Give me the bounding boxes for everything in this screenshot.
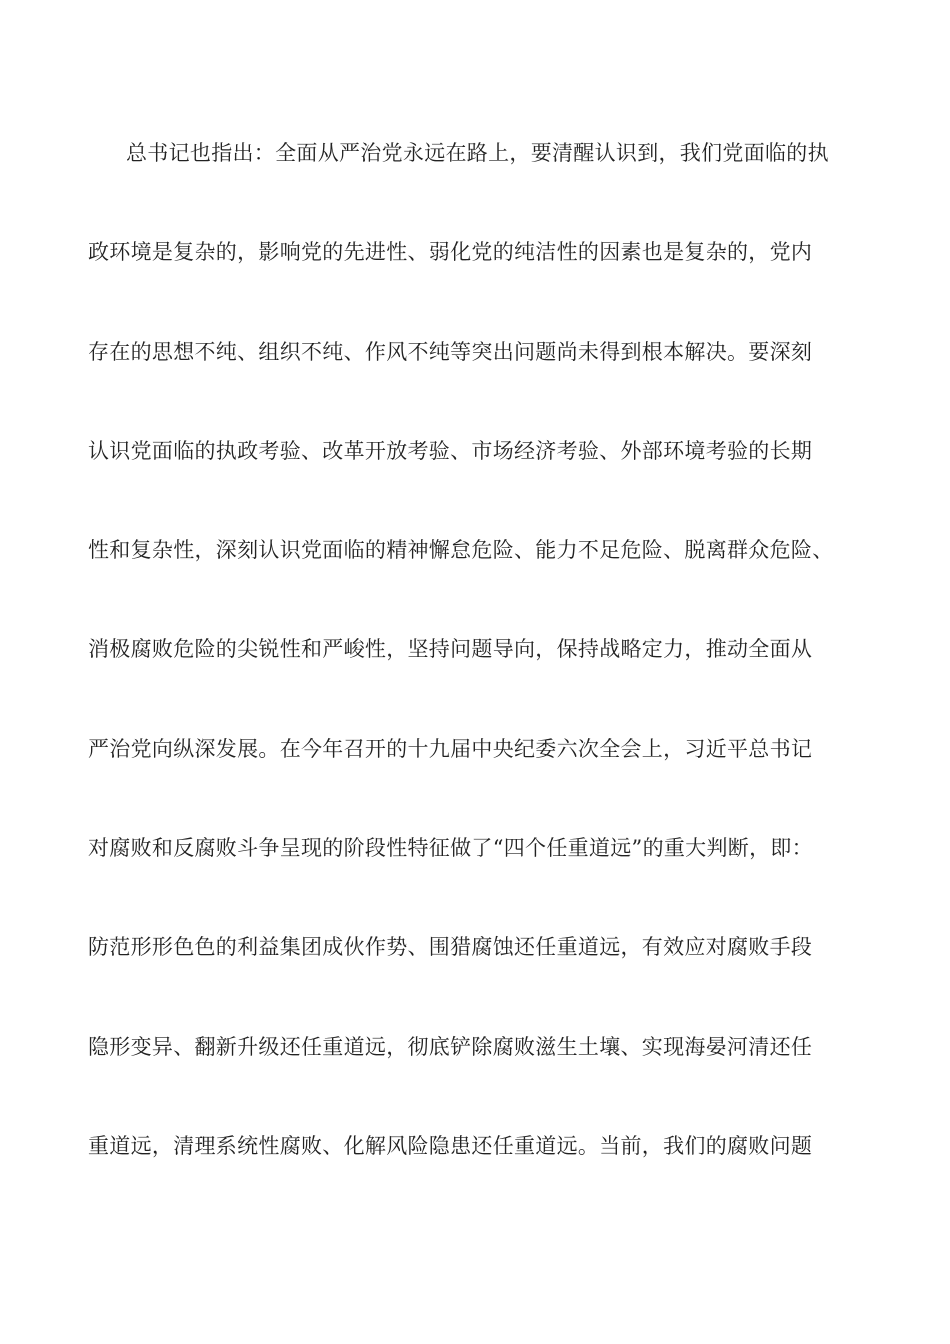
paragraph-line-6: 消极腐败危险的尖锐性和严峻性，坚持问题导向，保持战略定力，推动全面从 <box>88 637 813 662</box>
paragraph <box>88 132 868 1224</box>
paragraph-line-8: 对腐败和反腐败斗争呈现的阶段性特征做了“四个任重道远”的重大判断，即： <box>88 836 813 861</box>
paragraph-line-7: 严治党向纵深发展。在今年召开的十九届中央纪委六次全会上，习近平总书记 <box>88 736 813 761</box>
paragraph-line-2: 政环境是复杂的，影响党的先进性、弱化党的纯洁性的因素也是复杂的，党内 <box>88 240 813 265</box>
paragraph-line-11: 重道远，清理系统性腐败、化解风险隐患还任重道远。当前，我们的腐败问题 <box>88 1133 813 1158</box>
paragraph-line-1: 总书记也指出：全面从严治党永远在路上，要清醒认识到，我们党面临的执 <box>126 141 829 165</box>
paragraph-line-9: 防范形形色色的利益集团成伙作势、围猎腐蚀还任重道远，有效应对腐败手段 <box>88 935 813 960</box>
paragraph-line-10: 隐形变异、翻新升级还任重道远，彻底铲除腐败滋生土壤、实现海晏河清还任 <box>88 1034 813 1059</box>
paragraph-line-3: 存在的思想不纯、组织不纯、作风不纯等突出问题尚未得到根本解决。要深刻 <box>88 339 813 364</box>
paragraph-line-4: 认识党面临的执政考验、改革开放考验、市场经济考验、外部环境考验的长期 <box>88 438 813 463</box>
paragraph-line-5: 性和复杂性，深刻认识党面临的精神懈怠危险、能力不足危险、脱离群众危险、 <box>88 538 834 563</box>
